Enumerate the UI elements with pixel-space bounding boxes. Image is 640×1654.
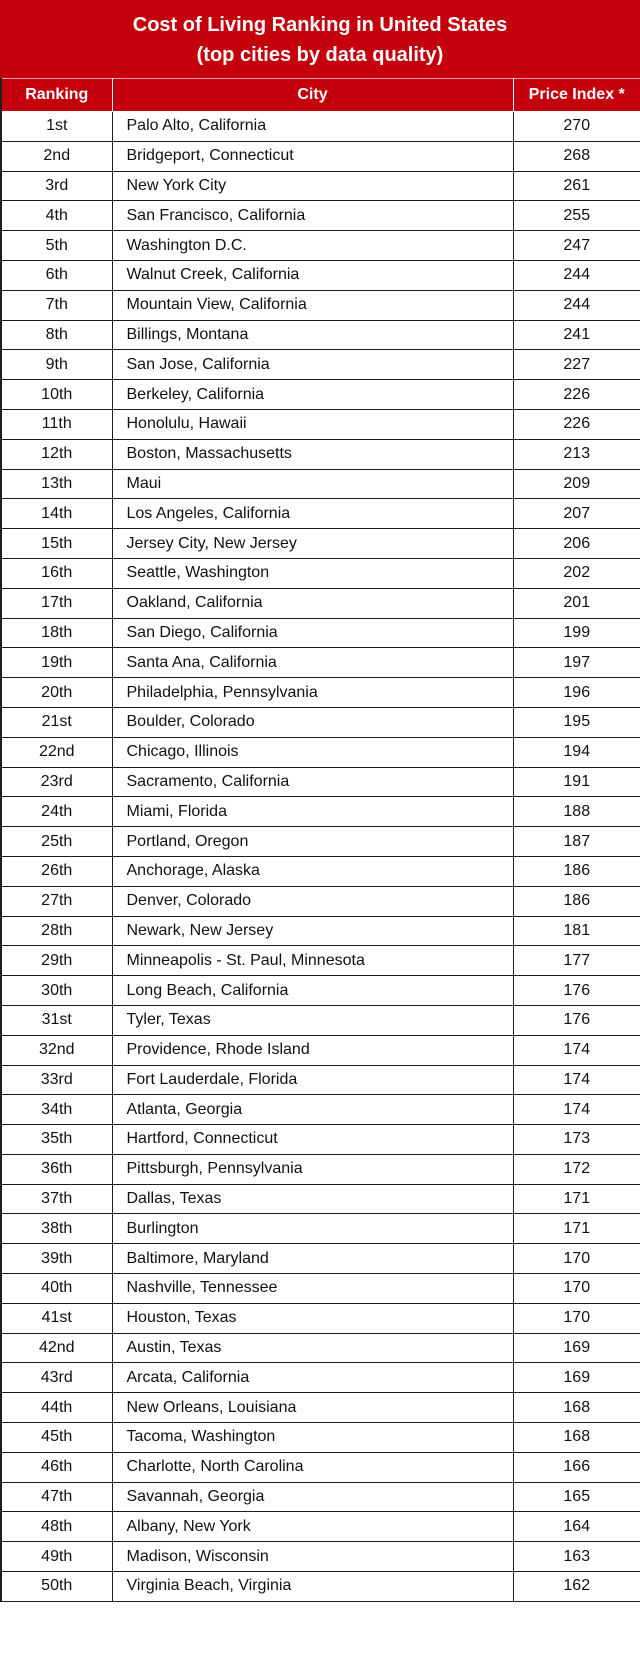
- rank-cell: 17th: [1, 588, 112, 618]
- table-row: [1, 439, 640, 469]
- rank-cell: 23rd: [1, 767, 112, 797]
- table-row: [1, 1423, 640, 1453]
- rank-cell: 49th: [1, 1542, 112, 1572]
- rank-cell: 18th: [1, 618, 112, 648]
- price-index-cell: 168: [513, 1423, 640, 1453]
- city-cell: Minneapolis - St. Paul, Minnesota: [112, 946, 513, 976]
- table-row: [1, 529, 640, 559]
- price-index-cell: 206: [513, 529, 640, 559]
- city-cell: Boulder, Colorado: [112, 707, 513, 737]
- city-cell: Miami, Florida: [112, 797, 513, 827]
- city-cell: Santa Ana, California: [112, 648, 513, 678]
- rank-cell: 1st: [1, 112, 112, 142]
- rank-cell: 4th: [1, 201, 112, 231]
- rank-cell: 31st: [1, 1005, 112, 1035]
- rank-cell: 34th: [1, 1095, 112, 1125]
- city-cell: Tyler, Texas: [112, 1005, 513, 1035]
- price-index-cell: 170: [513, 1274, 640, 1304]
- table-row: [1, 916, 640, 946]
- price-index-cell: 169: [513, 1333, 640, 1363]
- rank-cell: 38th: [1, 1214, 112, 1244]
- price-index-cell: 201: [513, 588, 640, 618]
- price-index-cell: 173: [513, 1125, 640, 1155]
- table-row: [1, 1512, 640, 1542]
- price-index-cell: 195: [513, 707, 640, 737]
- table-row: [1, 1005, 640, 1035]
- rank-cell: 22nd: [1, 737, 112, 767]
- price-index-cell: 176: [513, 1005, 640, 1035]
- table-row: [1, 856, 640, 886]
- price-index-cell: 187: [513, 827, 640, 857]
- city-cell: New Orleans, Louisiana: [112, 1393, 513, 1423]
- table-row: [1, 1184, 640, 1214]
- price-index-cell: 191: [513, 767, 640, 797]
- table-row: [1, 112, 640, 142]
- table-row: [1, 1482, 640, 1512]
- table-row: [1, 1125, 640, 1155]
- rank-cell: 29th: [1, 946, 112, 976]
- rank-cell: 8th: [1, 320, 112, 350]
- city-cell: Mountain View, California: [112, 290, 513, 320]
- city-cell: Charlotte, North Carolina: [112, 1452, 513, 1482]
- price-index-cell: 163: [513, 1542, 640, 1572]
- price-index-cell: 186: [513, 886, 640, 916]
- city-cell: Albany, New York: [112, 1512, 513, 1542]
- rank-cell: 6th: [1, 260, 112, 290]
- table-row: [1, 737, 640, 767]
- table-row: [1, 618, 640, 648]
- city-cell: Hartford, Connecticut: [112, 1125, 513, 1155]
- city-cell: Virginia Beach, Virginia: [112, 1572, 513, 1602]
- price-index-cell: 247: [513, 231, 640, 261]
- price-index-cell: 244: [513, 290, 640, 320]
- table-row: [1, 1214, 640, 1244]
- table-row: [1, 290, 640, 320]
- rank-cell: 21st: [1, 707, 112, 737]
- rank-cell: 10th: [1, 380, 112, 410]
- rank-cell: 30th: [1, 976, 112, 1006]
- city-cell: Savannah, Georgia: [112, 1482, 513, 1512]
- rank-cell: 47th: [1, 1482, 112, 1512]
- table-row: [1, 260, 640, 290]
- city-cell: New York City: [112, 171, 513, 201]
- city-cell: Boston, Massachusetts: [112, 439, 513, 469]
- rank-cell: 19th: [1, 648, 112, 678]
- rank-cell: 33rd: [1, 1065, 112, 1095]
- price-index-cell: 174: [513, 1095, 640, 1125]
- table-row: [1, 1244, 640, 1274]
- city-cell: Arcata, California: [112, 1363, 513, 1393]
- title-line-2: (top cities by data quality): [196, 44, 444, 66]
- city-cell: Denver, Colorado: [112, 886, 513, 916]
- rank-cell: 46th: [1, 1452, 112, 1482]
- table-row: [1, 886, 640, 916]
- city-cell: Newark, New Jersey: [112, 916, 513, 946]
- rank-cell: 43rd: [1, 1363, 112, 1393]
- rank-cell: 28th: [1, 916, 112, 946]
- city-cell: Atlanta, Georgia: [112, 1095, 513, 1125]
- rank-cell: 39th: [1, 1244, 112, 1274]
- table-row: [1, 1393, 640, 1423]
- city-cell: Washington D.C.: [112, 231, 513, 261]
- rank-cell: 27th: [1, 886, 112, 916]
- price-index-cell: 199: [513, 618, 640, 648]
- table-row: [1, 320, 640, 350]
- city-cell: Bridgeport, Connecticut: [112, 141, 513, 171]
- table-row: [1, 1572, 640, 1602]
- price-index-cell: 171: [513, 1214, 640, 1244]
- ranking-table: [0, 78, 640, 1602]
- table-row: [1, 171, 640, 201]
- city-cell: Berkeley, California: [112, 380, 513, 410]
- rank-cell: 14th: [1, 499, 112, 529]
- price-index-cell: 177: [513, 946, 640, 976]
- header-city: City: [112, 79, 513, 112]
- price-index-cell: 207: [513, 499, 640, 529]
- table-row: [1, 409, 640, 439]
- header-price-index: Price Index *: [513, 79, 640, 112]
- table-row: [1, 1154, 640, 1184]
- city-cell: Austin, Texas: [112, 1333, 513, 1363]
- rank-cell: 32nd: [1, 1035, 112, 1065]
- table-row: [1, 648, 640, 678]
- rank-cell: 24th: [1, 797, 112, 827]
- table-row: [1, 1333, 640, 1363]
- price-index-cell: 181: [513, 916, 640, 946]
- table-row: [1, 1065, 640, 1095]
- rank-cell: 5th: [1, 231, 112, 261]
- rank-cell: 35th: [1, 1125, 112, 1155]
- rank-cell: 3rd: [1, 171, 112, 201]
- city-cell: San Francisco, California: [112, 201, 513, 231]
- price-index-cell: 166: [513, 1452, 640, 1482]
- rank-cell: 12th: [1, 439, 112, 469]
- rank-cell: 25th: [1, 827, 112, 857]
- city-cell: Oakland, California: [112, 588, 513, 618]
- city-cell: Burlington: [112, 1214, 513, 1244]
- table-row: [1, 499, 640, 529]
- city-cell: Walnut Creek, California: [112, 260, 513, 290]
- price-index-cell: 194: [513, 737, 640, 767]
- city-cell: Fort Lauderdale, Florida: [112, 1065, 513, 1095]
- city-cell: San Jose, California: [112, 350, 513, 380]
- city-cell: Honolulu, Hawaii: [112, 409, 513, 439]
- rank-cell: 48th: [1, 1512, 112, 1542]
- title-banner: [0, 0, 640, 78]
- table-row: [1, 1035, 640, 1065]
- title-line-1: Cost of Living Ranking in United States: [132, 14, 508, 36]
- rank-cell: 20th: [1, 678, 112, 708]
- price-index-cell: 188: [513, 797, 640, 827]
- price-index-cell: 261: [513, 171, 640, 201]
- price-index-cell: 172: [513, 1154, 640, 1184]
- city-cell: Tacoma, Washington: [112, 1423, 513, 1453]
- table-row: [1, 1274, 640, 1304]
- price-index-cell: 255: [513, 201, 640, 231]
- price-index-cell: 176: [513, 976, 640, 1006]
- table-row: [1, 201, 640, 231]
- rank-cell: 50th: [1, 1572, 112, 1602]
- price-index-cell: 197: [513, 648, 640, 678]
- city-cell: Maui: [112, 469, 513, 499]
- rank-cell: 42nd: [1, 1333, 112, 1363]
- city-cell: Nashville, Tennessee: [112, 1274, 513, 1304]
- rank-cell: 44th: [1, 1393, 112, 1423]
- rank-cell: 37th: [1, 1184, 112, 1214]
- table-row: [1, 976, 640, 1006]
- city-cell: Long Beach, California: [112, 976, 513, 1006]
- table-row: [1, 767, 640, 797]
- price-index-cell: 227: [513, 350, 640, 380]
- table-row: [1, 469, 640, 499]
- table-row: [1, 1452, 640, 1482]
- city-cell: Houston, Texas: [112, 1303, 513, 1333]
- price-index-cell: 226: [513, 380, 640, 410]
- table-row: [1, 707, 640, 737]
- price-index-cell: 169: [513, 1363, 640, 1393]
- rank-cell: 2nd: [1, 141, 112, 171]
- rank-cell: 26th: [1, 856, 112, 886]
- city-cell: Billings, Montana: [112, 320, 513, 350]
- price-index-cell: 168: [513, 1393, 640, 1423]
- rank-cell: 9th: [1, 350, 112, 380]
- table-row: [1, 1303, 640, 1333]
- city-cell: Palo Alto, California: [112, 112, 513, 142]
- price-index-cell: 270: [513, 112, 640, 142]
- table-row: [1, 350, 640, 380]
- city-cell: Providence, Rhode Island: [112, 1035, 513, 1065]
- rank-cell: 45th: [1, 1423, 112, 1453]
- city-cell: Anchorage, Alaska: [112, 856, 513, 886]
- table-row: [1, 141, 640, 171]
- price-index-cell: 202: [513, 558, 640, 588]
- price-index-cell: 186: [513, 856, 640, 886]
- table-body: [1, 112, 640, 1602]
- rank-cell: 40th: [1, 1274, 112, 1304]
- city-cell: San Diego, California: [112, 618, 513, 648]
- price-index-cell: 244: [513, 260, 640, 290]
- city-cell: Seattle, Washington: [112, 558, 513, 588]
- city-cell: Philadelphia, Pennsylvania: [112, 678, 513, 708]
- price-index-cell: 164: [513, 1512, 640, 1542]
- header-ranking: Ranking: [1, 79, 112, 112]
- city-cell: Sacramento, California: [112, 767, 513, 797]
- price-index-cell: 171: [513, 1184, 640, 1214]
- rank-cell: 7th: [1, 290, 112, 320]
- city-cell: Dallas, Texas: [112, 1184, 513, 1214]
- price-index-cell: 241: [513, 320, 640, 350]
- price-index-cell: 196: [513, 678, 640, 708]
- table-row: [1, 1095, 640, 1125]
- price-index-cell: 213: [513, 439, 640, 469]
- price-index-cell: 268: [513, 141, 640, 171]
- table-row: [1, 1542, 640, 1572]
- table-row: [1, 797, 640, 827]
- price-index-cell: 209: [513, 469, 640, 499]
- table-header: [1, 79, 640, 112]
- table-row: [1, 588, 640, 618]
- city-cell: Pittsburgh, Pennsylvania: [112, 1154, 513, 1184]
- rank-cell: 11th: [1, 409, 112, 439]
- price-index-cell: 174: [513, 1035, 640, 1065]
- rank-cell: 36th: [1, 1154, 112, 1184]
- rank-cell: 16th: [1, 558, 112, 588]
- table-row: [1, 827, 640, 857]
- rank-cell: 41st: [1, 1303, 112, 1333]
- city-cell: Madison, Wisconsin: [112, 1542, 513, 1572]
- header-row: [1, 79, 640, 112]
- city-cell: Baltimore, Maryland: [112, 1244, 513, 1274]
- city-cell: Chicago, Illinois: [112, 737, 513, 767]
- table-row: [1, 946, 640, 976]
- price-index-cell: 170: [513, 1244, 640, 1274]
- table-row: [1, 558, 640, 588]
- rank-cell: 13th: [1, 469, 112, 499]
- table-row: [1, 678, 640, 708]
- table-row: [1, 380, 640, 410]
- price-index-cell: 162: [513, 1572, 640, 1602]
- table-row: [1, 1363, 640, 1393]
- city-cell: Jersey City, New Jersey: [112, 529, 513, 559]
- table-row: [1, 231, 640, 261]
- price-index-cell: 226: [513, 409, 640, 439]
- city-cell: Los Angeles, California: [112, 499, 513, 529]
- price-index-cell: 170: [513, 1303, 640, 1333]
- price-index-cell: 165: [513, 1482, 640, 1512]
- price-index-cell: 174: [513, 1065, 640, 1095]
- rank-cell: 15th: [1, 529, 112, 559]
- city-cell: Portland, Oregon: [112, 827, 513, 857]
